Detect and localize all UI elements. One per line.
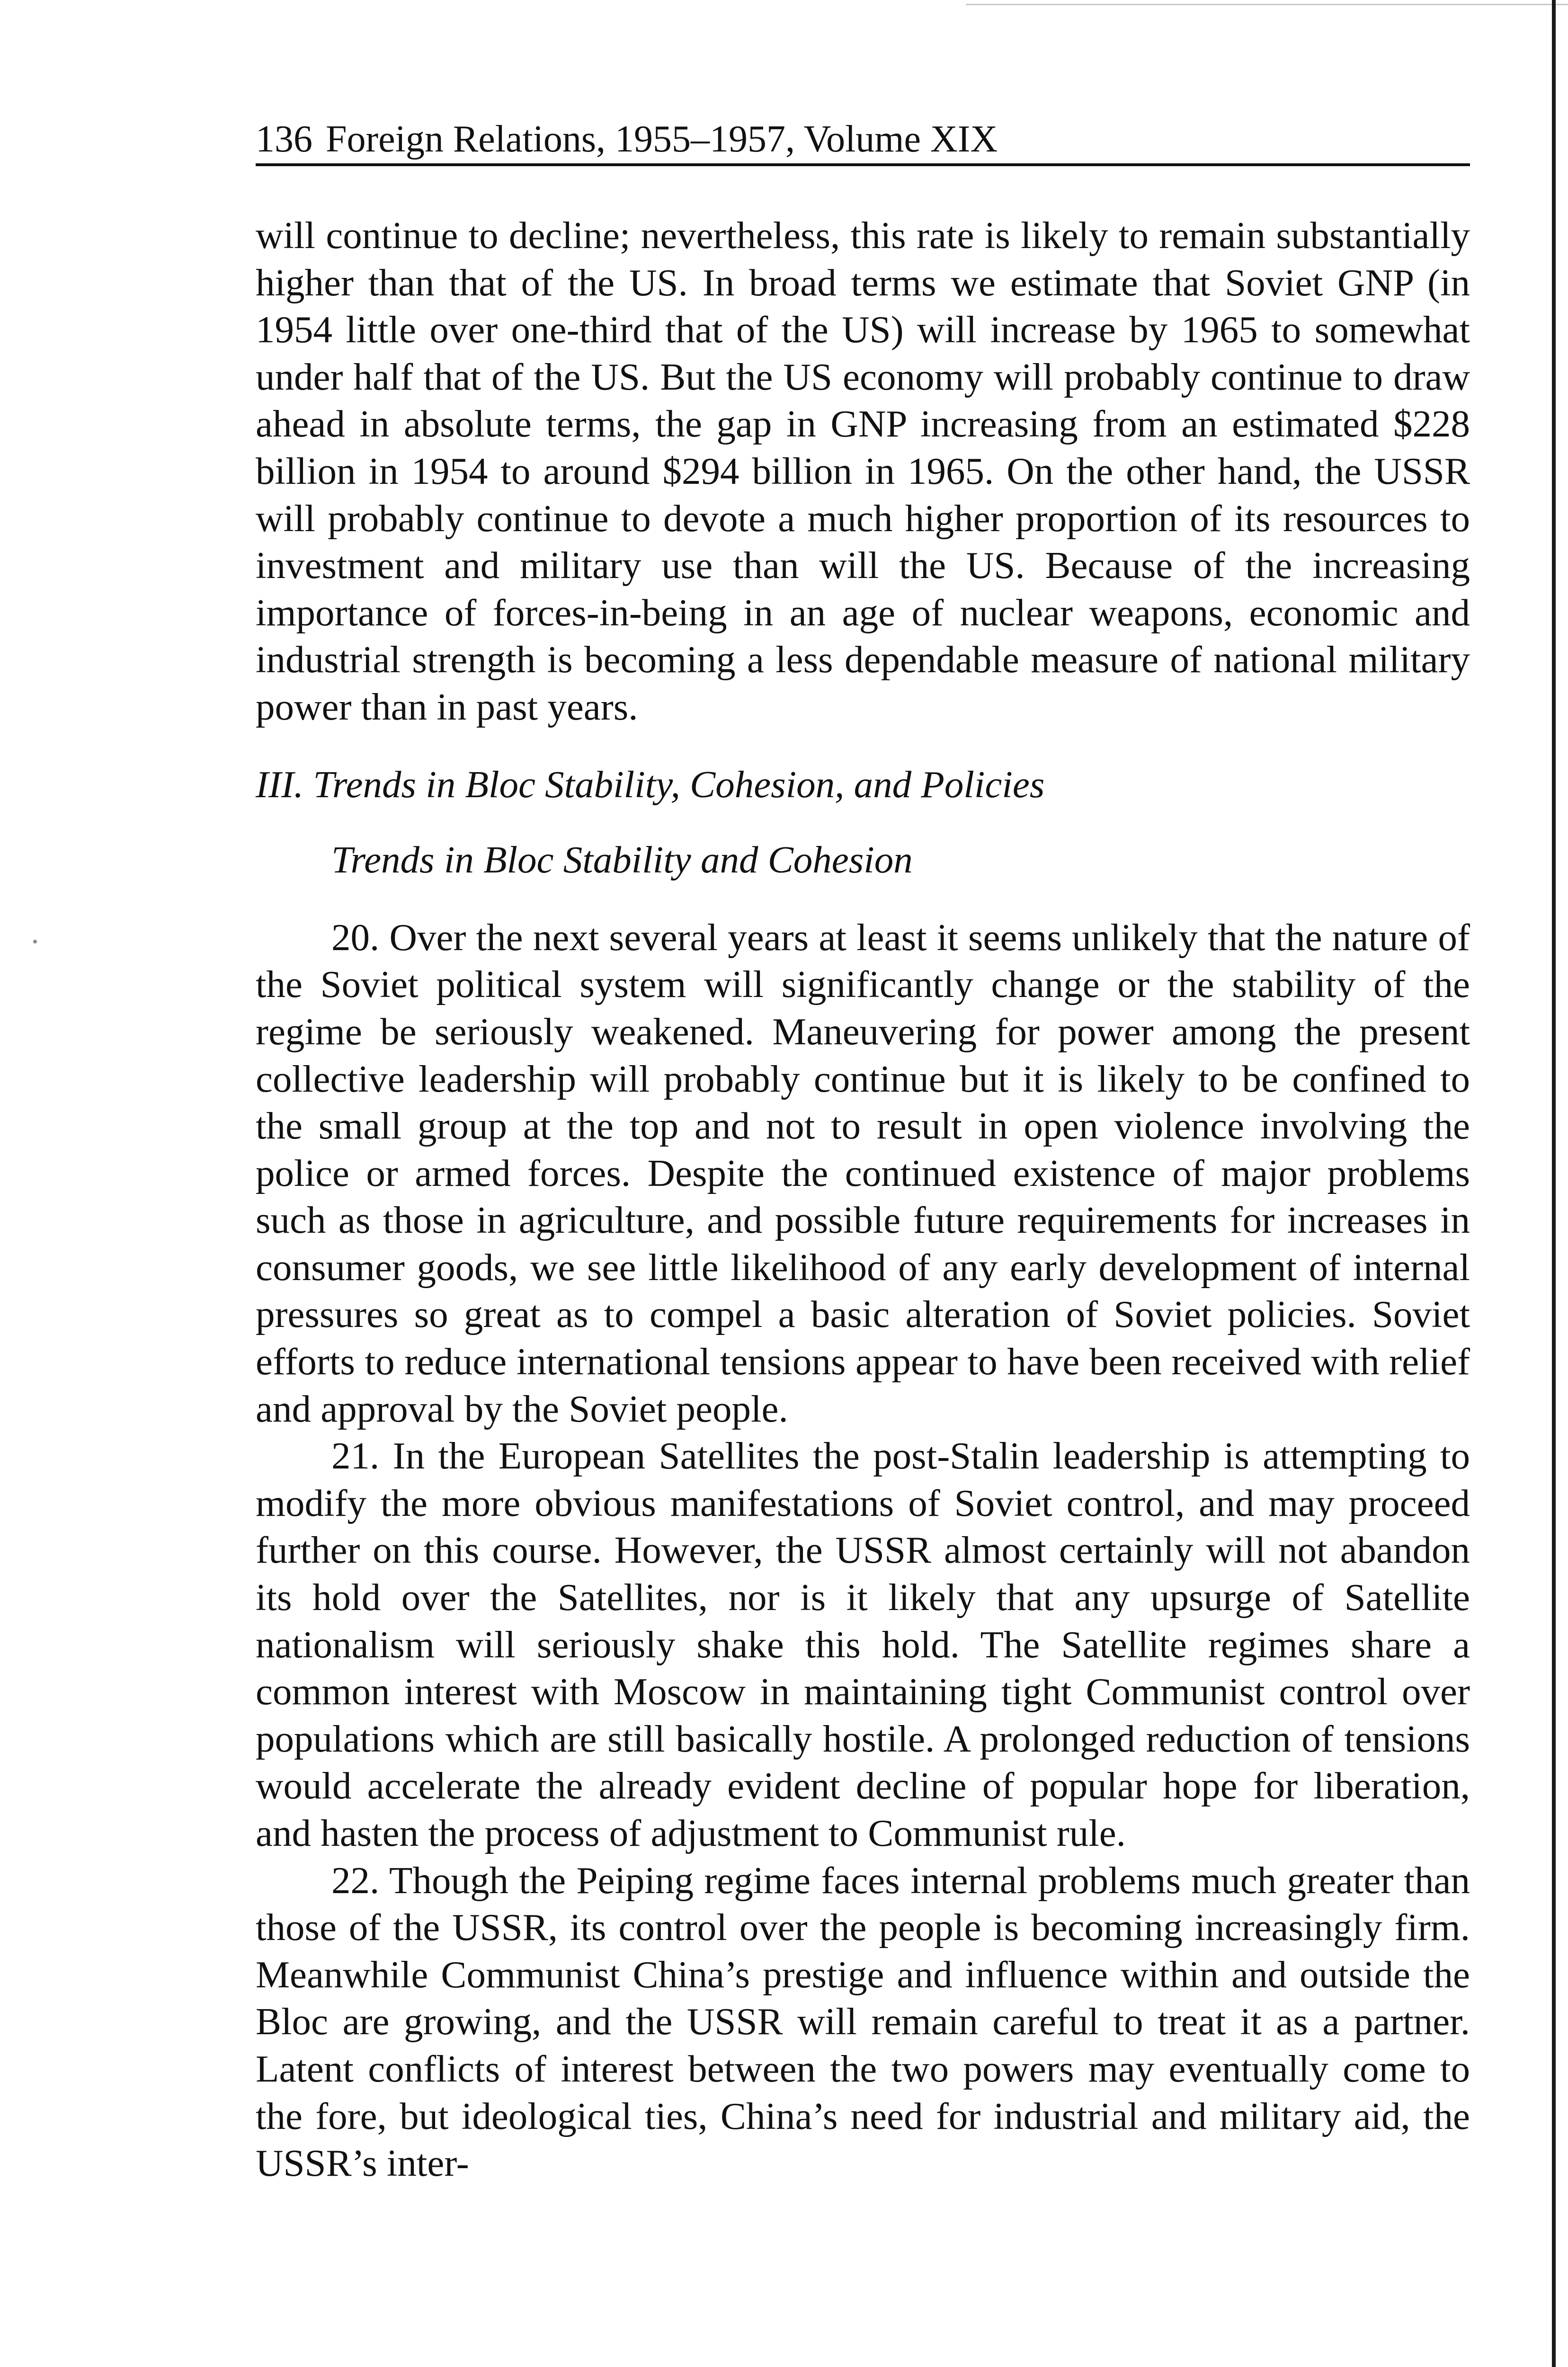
subsection-heading: Trends in Bloc Stability and Cohesion [331, 838, 913, 881]
paragraph-continued: will continue to decline; nevertheless, this rate is likely to remain substantially higher than that of the US. In broad terms we estimate that Soviet GNP (in 1954 little over one-third that of the US) will increase by 1965 to somewhat under half that of the US. But the US economy will probably continue to draw ahead in absolute terms, the gap in GNP increasing from an estimated $228 billion in 1954 to around $294 billion in 1965. On the other hand, the USSR will probably continue to devote a much higher proportion of its resources to investment and military use than will the US. Because of the increasing importance of forces-in-being in an age of nuclear weapons, economic and industrial strength is becoming a less dependable measure of national military power than in past years. [256, 214, 1470, 728]
scan-page-edge [1552, 0, 1556, 2367]
section-heading: III. Trends in Bloc Stability, Cohesion, and Policies [256, 763, 1045, 806]
scan-speck [33, 940, 37, 943]
running-header [256, 115, 1470, 166]
body-text [256, 212, 1470, 2187]
paragraph-20: 20. Over the next several years at least it seems unlikely that the nature of the Soviet political system will significantly change or the stability of the regime be seriously weakened. Maneuvering for power among the present collective leadership will probably continue but it is likely to be confined to the small group at the top and not to result in open violence involving the police or armed forces. Despite the continued existence of major problems such as those in agriculture, and possible future requirements for increases in consumer goods, we see little likelihood of any early development of internal pressures so great as to compel a basic alteration of Soviet policies. Soviet efforts to reduce international tensions appear to have been received with relief and approval by the Soviet people. [256, 916, 1470, 1430]
paragraph-22: 22. Though the Peiping regime faces internal problems much greater than those of the USSR, its control over the people is becoming increasingly firm. Meanwhile Communist China’s prestige and influence within and outside the Bloc are growing, and the USSR will remain careful to treat it as a partner. Latent conflicts of interest between the two powers may eventually come to the fore, but ideological ties, China’s need for industrial and military aid, the USSR’s inter- [256, 1859, 1470, 2185]
page-number: 136 [256, 118, 312, 160]
paragraph-21: 21. In the European Satellites the post-Stalin leadership is attempting to modify the more obvious manifestations of Soviet control, and may proceed further on this course. However, the USSR almost certainly will not abandon its hold over the Satellites, nor is it likely that any upsurge of Satellite nationalism will seriously shake this hold. The Satellite regimes share a common interest with Moscow in maintaining tight Communist control over populations which are still basically hostile. A prolonged reduction of tensions would accelerate the already evident decline of popular hope for liberation, and hasten the process of adjustment to Communist rule. [256, 1434, 1470, 1854]
scan-edge-line [966, 4, 1568, 5]
volume-title: Foreign Relations, 1955–1957, Volume XIX [326, 118, 998, 160]
